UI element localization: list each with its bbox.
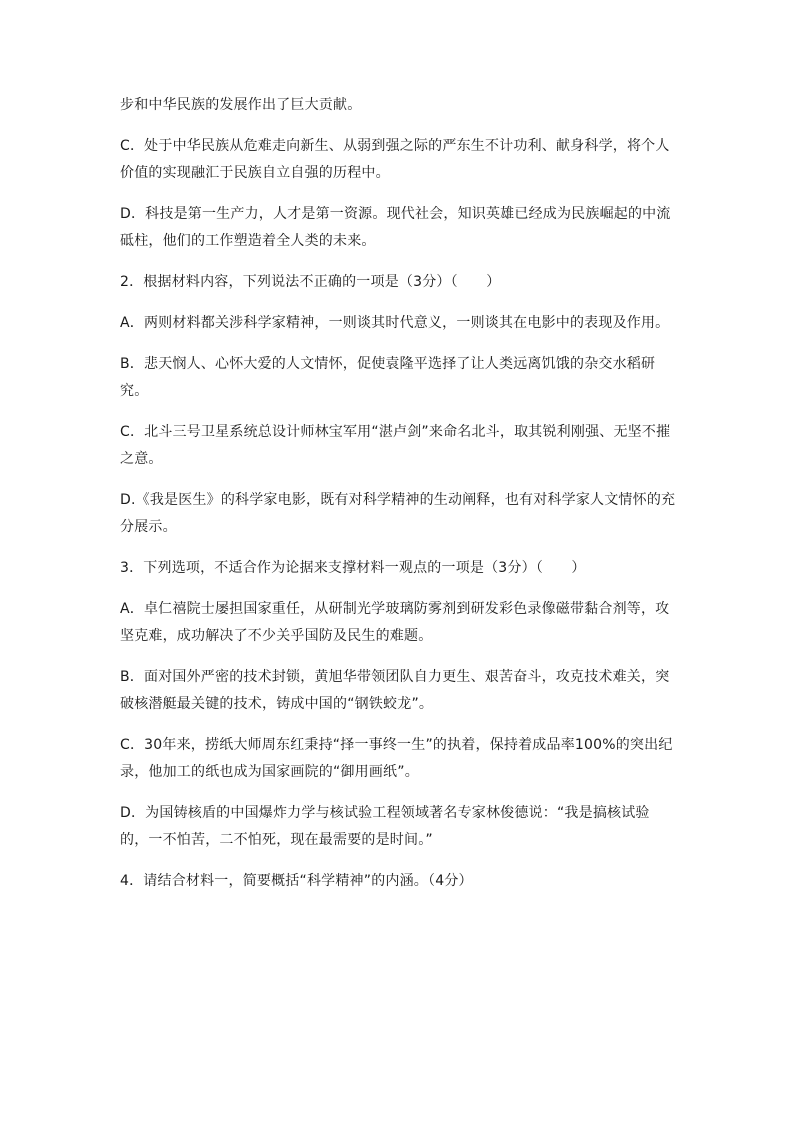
q1-option-c: C．处于中华民族从危难走向新生、从弱到强之际的严东生不计功利、献身科学，将个人价值的实现融汇于民族自立自强的历程中。 <box>120 138 670 181</box>
q3-option-a: A．卓仁禧院士屡担国家重任，从研制光学玻璃防雾剂到研发彩色录像磁带黏合剂等，攻坚克难，成功解决了不少关乎国防及民生的难题。 <box>120 601 670 644</box>
q3-option-b: B．面对国外严密的技术封锁，黄旭华带领团队自力更生、艰苦奋斗，攻克技术难关，突破核潜艇最关键的技术，铸成中国的“钢铁蛟龙”。 <box>120 669 670 712</box>
q3-option-d: D．为国铸核盾的中国爆炸力学与核试验工程领域著名专家林俊德说：“我是搞核试验的，一不怕苦，二不怕死，现在最需要的是时间。” <box>120 805 650 848</box>
q2-option-c: C．北斗三号卫星系统总设计师林宝军用“湛卢剑”来命名北斗，取其锐利刚强、无坚不摧之意。 <box>120 424 671 467</box>
continued-option-text: 步和中华民族的发展作出了巨大贡献。 <box>120 97 362 113</box>
q3-stem: 3．下列选项，不适合作为论据来支撑材料一观点的一项是（3分）（ ） <box>120 560 586 576</box>
q2-option-d: D.《我是医生》的科学家电影，既有对科学精神的生动阐释，也有对科学家人文情怀的充分展示。 <box>120 492 676 535</box>
q1-option-d: D．科技是第一生产力，人才是第一资源。现代社会，知识英雄已经成为民族崛起的中流砥柱，他们的工作塑造着全人类的未来。 <box>120 206 671 249</box>
q4-stem: 4．请结合材料一，简要概括“科学精神”的内涵。（4分） <box>120 873 473 889</box>
q2-stem: 2．根据材料内容，下列说法不正确的一项是（3分）（ ） <box>120 274 501 290</box>
q2-option-a: A．两则材料都关涉科学家精神，一则谈其时代意义，一则谈其在电影中的表现及作用。 <box>120 315 670 331</box>
q2-option-b: B．悲天悯人、心怀大爱的人文情怀，促使袁隆平选择了让人类远离饥饿的杂交水稻研究。 <box>120 356 656 399</box>
q3-option-c: C．30年来，捞纸大师周东红秉持“择一事终一生”的执着，保持着成品率100%的突出纪录，他加工的纸也成为国家画院的“御用画纸”。 <box>120 737 673 780</box>
question-text <box>120 92 676 909</box>
